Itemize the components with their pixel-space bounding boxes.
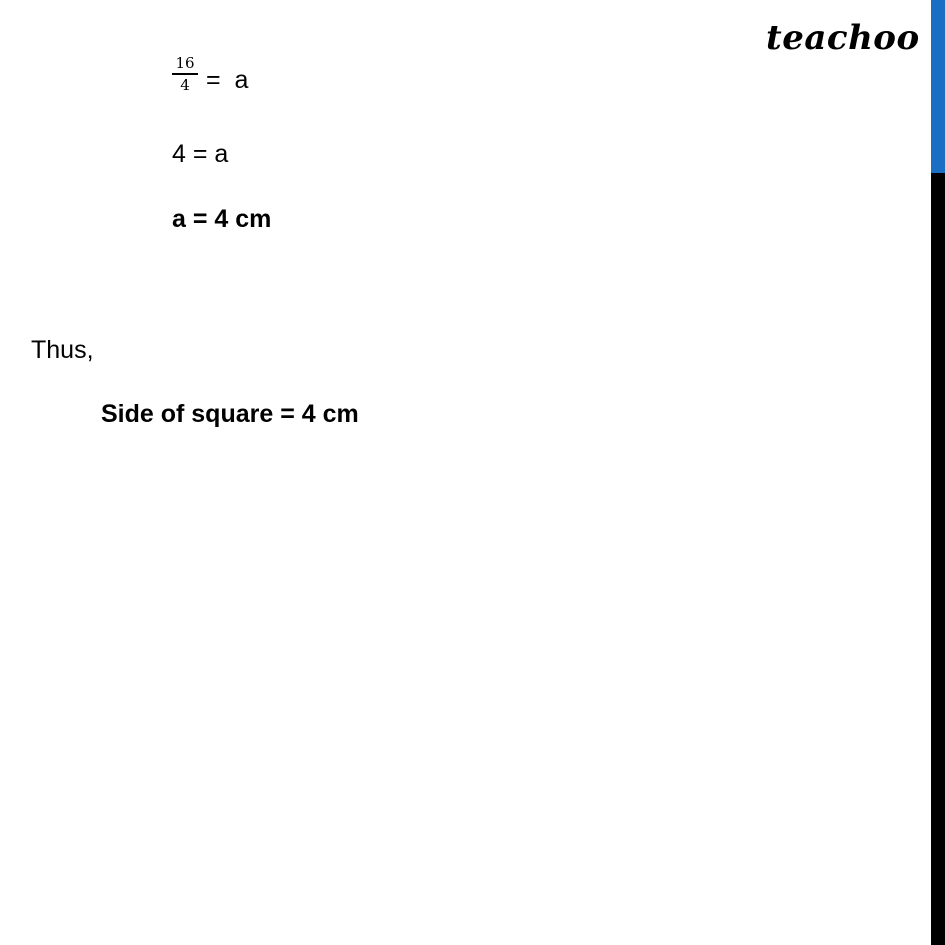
sidebar-progress-accent: [931, 0, 945, 173]
equation-step-2: 4 = a: [172, 140, 229, 168]
fraction-numerator: 16: [175, 54, 195, 72]
conclusion-intro: Thus,: [31, 336, 94, 364]
fraction-16-over-4: [172, 54, 198, 96]
fraction-denominator: 4: [180, 75, 190, 94]
teachoo-logo: teachoo: [766, 18, 920, 58]
fraction-equation-rhs: = a: [206, 66, 249, 94]
conclusion-result: Side of square = 4 cm: [101, 400, 359, 428]
equation-step-3: a = 4 cm: [172, 205, 272, 233]
